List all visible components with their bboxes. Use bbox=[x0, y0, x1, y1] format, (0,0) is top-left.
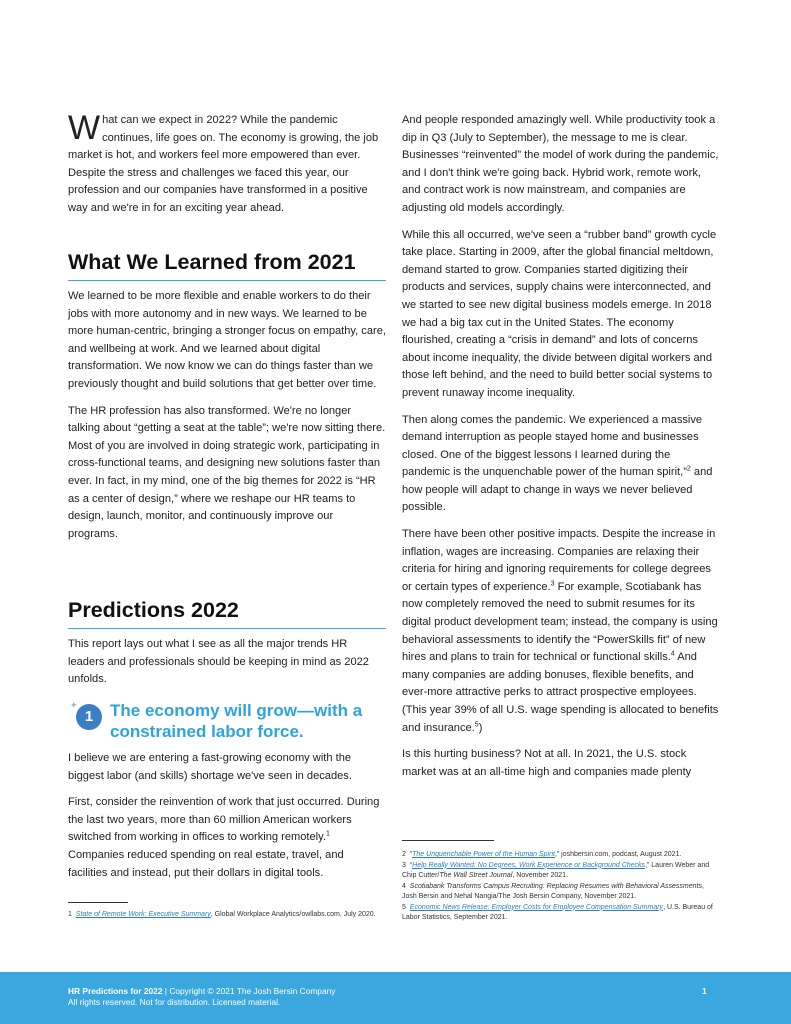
footnote-rule-left bbox=[68, 902, 128, 903]
footnote-1-link[interactable]: State of Remote Work: Executive Summary bbox=[75, 911, 211, 918]
predictions-intro bbox=[68, 636, 386, 689]
heading-what-we-learned: What We Learned from 2021 bbox=[68, 250, 386, 281]
right-column bbox=[402, 112, 720, 781]
intro-text: hat can we expect in 2022? While the pandemic continues, life goes on. The economy is growing, the job market is hot, and workers feel more empowered than ever. Despite the stress and challenges we faced this year, our profession and our companies have transformed in a positive way and we're in for an exciting year ahead. bbox=[68, 114, 379, 214]
right-paragraph-3: Then along comes the pandemic. We experienced a massive demand interruption as people stayed home and businesses closed. One of the biggest lessons I learned during the pandemic is the unquenchable power of the human spirit,”$^2$ and how people will adapt to change in ways we never believed possible. bbox=[402, 413, 713, 514]
right-paragraph-2: While this all occurred, we've seen a “rubber band” growth cycle take place. Starting in 2009, after the global financial meltdown, demand started to grow. Companies started digitizing their products and services, supply chains were interconnected, and we started to see new digital business models emerge. In 2018 we had a big tax cut in the United States. The economy flourished, creating a “crisis in demand” and lots of concerns about income inequality, the divide between digital workers and those left behind, and the need to build better social systems to prevent runaway income inequality. bbox=[402, 228, 717, 399]
left-column bbox=[68, 109, 386, 227]
footnote-4: 4 Scotiabank Transforms Campus Recruiting: Replacing Resumes with Behavioral Assessments, Josh Bersin and Nehal Nangia/The Josh Bersin Company, November 2021. bbox=[402, 882, 704, 900]
trend-1-title: The economy will grow—with a constrained labor force. bbox=[110, 701, 363, 741]
trend-paragraph-1: I believe we are entering a fast-growing economy with the biggest labor (and skills) shortage we've seen in decades. bbox=[68, 752, 352, 782]
intro-paragraph bbox=[68, 109, 386, 218]
right-paragraph-5: Is this hurting business? Not at all. In 2021, the U.S. stock market was at an all-time high and companies made plenty bbox=[402, 748, 692, 778]
trend-number-badge: 1 bbox=[76, 704, 102, 730]
footnote-ref-3[interactable]: 3 bbox=[550, 580, 555, 588]
learned-paragraph-1: We learned to be more flexible and enable workers to do their jobs with more autonomy and in new ways. We learned to be more human-centric, bringing a stronger focus on empathy, care, and wellbeing at work. And we learned about digital transformation. We now know we can do things faster than we previously thought and build solutions that get better over time. bbox=[68, 290, 386, 390]
footer-title: HR Predictions for 2022 bbox=[68, 986, 163, 996]
sparkle-icon: ✦ bbox=[70, 700, 78, 710]
drop-cap: W bbox=[68, 109, 101, 147]
footnotes-right bbox=[402, 850, 720, 924]
trend-paragraph-2: First, consider the reinvention of work that just occurred. During the last two years, more than 60 million American workers switched from working in offices to working remotely.$^1$ Companies reduced spending on real estate, travel, and facilities and instead, put their dollars in digital tools. bbox=[68, 796, 380, 879]
page-number: 1 bbox=[702, 986, 707, 996]
footnote-3: 3 “Help Really Wanted: No Degrees, Work Experience or Background Checks,” Lauren Weber and Chip Cutter/The Wall Street Journal, November 2021. bbox=[402, 861, 710, 879]
trend-1-body bbox=[68, 750, 386, 882]
footnote-ref-2[interactable]: 2 bbox=[686, 465, 691, 473]
learned-paragraph-2: The HR profession has also transformed. We're no longer talking about “getting a seat at the table”; we're now sitting there. Most of you are involved in doing strategic work, participating in cross-functional teams, and designing new solutions faster than ever. In fact, in my mind, one of the big themes for 2022 is “HR as a center of design,” where we reshape our HR teams to design, launch, monitor, and continuously improve our programs. bbox=[68, 404, 386, 540]
footnote-5: 5 Economic News Release: Employer Costs for Employee Compensation Summary, U.S. Bureau of Labor Statistics, September 2021. bbox=[402, 903, 713, 921]
learned-section bbox=[68, 288, 386, 543]
footnote-2: 2 “The Unquenchable Power of the Human Spirit,” joshbersin.com, podcast, August 2021. bbox=[402, 851, 682, 858]
right-paragraph-1: And people responded amazingly well. While productivity took a dip in Q3 (July to September), the message to me is clear. Businesses “reinvented” the model of work during the pandemic, and I don't think we're going back. Hybrid work, remote work, and contract work is now mainstream, and companies are adjusting old models accordingly. bbox=[402, 114, 719, 214]
footnote-2-link[interactable]: The Unquenchable Power of the Human Spirit bbox=[412, 851, 555, 858]
footer-text bbox=[68, 986, 335, 1008]
footnote-ref-1[interactable]: 1 bbox=[325, 830, 330, 838]
footer-copyright: | Copyright © 2021 The Josh Bersin Company bbox=[162, 986, 336, 996]
trend-1-header bbox=[68, 700, 386, 742]
footnote-5-link[interactable]: Economic News Release: Employer Costs for Employee Compensation Summary bbox=[409, 903, 664, 911]
right-paragraph-4: There have been other positive impacts. Despite the increase in inflation, wages are increasing. Companies are relaxing their criteria for hiring and ignoring requirements for college degrees or certain types of experience.$^3$ For example, Scotiabank has now completely removed the need to submit resumes for its digital product development team; instead, the company is using behavioral assessments to identify the “PowerSkills fit” of new hires and plans to train for technical or functional skills.$^4$ And many companies are adding bonuses, flexible benefits, and ever-more attractive perks to attract prospective employees. (This year 39% of all U.S. wage spending is allocated to benefits and insurance.$^5$) bbox=[402, 528, 719, 734]
heading-predictions: Predictions 2022 bbox=[68, 598, 386, 629]
footnote-rule-right bbox=[402, 840, 494, 841]
footer-rights: All rights reserved. Not for distribution. Licensed material. bbox=[68, 997, 281, 1007]
predictions-paragraph-1: This report lays out what I see as all the major trends HR leaders and professionals should be keeping in mind as 2022 unfolds. bbox=[68, 638, 369, 686]
footnote-1: 1 State of Remote Work: Executive Summary, Global Workplace Analytics/owllabs.com, July 2020. bbox=[68, 911, 376, 918]
footnote-3-link[interactable]: Help Really Wanted: No Degrees, Work Experience or Background Checks bbox=[412, 861, 646, 869]
page-footer bbox=[0, 972, 791, 1024]
footnote-ref-5[interactable]: 5 bbox=[474, 720, 479, 728]
footnote-ref-4[interactable]: 4 bbox=[670, 650, 675, 658]
